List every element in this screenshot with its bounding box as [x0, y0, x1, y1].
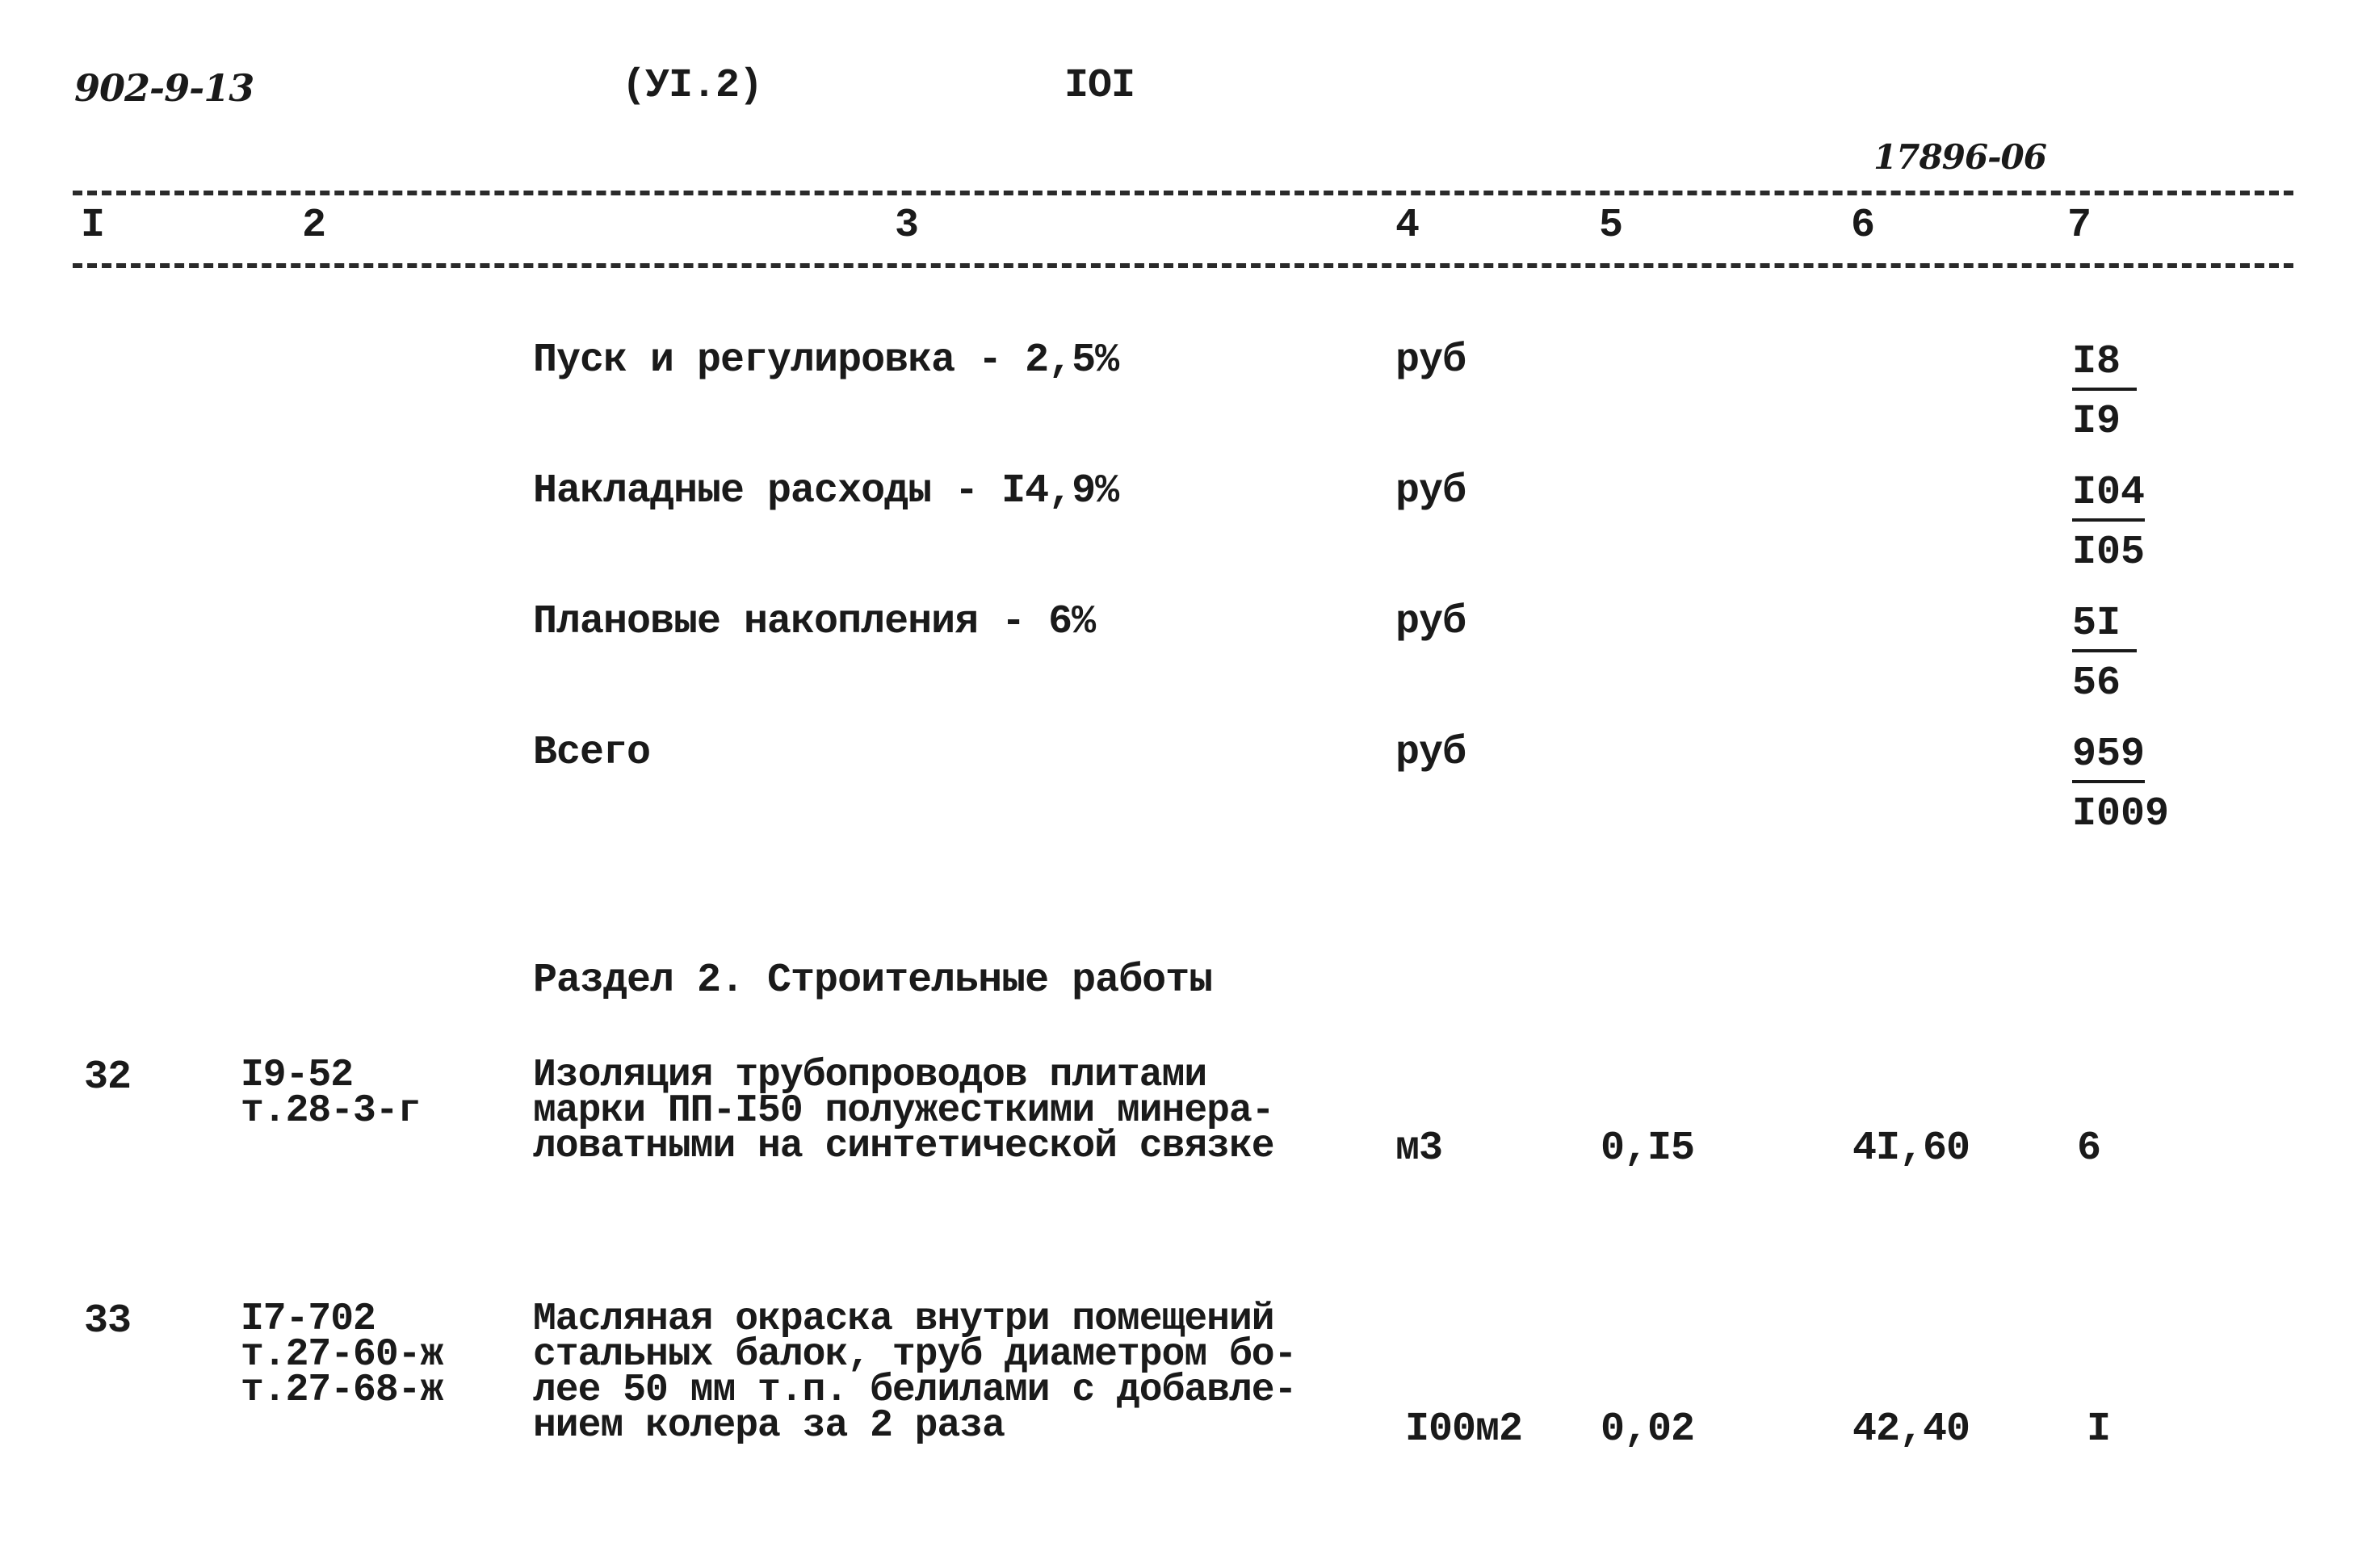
row-32-norm-line-2: т.28-3-г — [241, 1089, 421, 1133]
summary-label-planned-savings: Плановые накопления - 6% — [533, 599, 1096, 645]
section-title: Раздел 2. Строительные работы — [533, 958, 1213, 1004]
inventory-number: 17896-06 — [1873, 137, 2046, 177]
row-33-description — [533, 1298, 1297, 1448]
row-32-description-line-2: марки ПП-I50 полужесткими минера- — [533, 1089, 1274, 1133]
summary-value-planned-savings — [2072, 601, 2137, 706]
row-33-description-line-4: нием колера за 2 раза — [533, 1404, 1005, 1448]
table-header-bottom-rule — [73, 263, 2293, 268]
row-32-norm — [241, 1054, 421, 1133]
row-32-total: 6 — [2077, 1126, 2101, 1172]
row-33-description-line-1: Масляная окраска внутри помещений — [533, 1298, 1274, 1341]
row-32-description — [533, 1054, 1274, 1168]
row-32-norm-line-1: I9-52 — [241, 1054, 354, 1097]
row-33-norm — [241, 1298, 443, 1412]
summary-value-total-numerator: 959 — [2072, 735, 2145, 783]
summary-value-planned-savings-denominator: 56 — [2072, 660, 2121, 706]
row-32-price: 4I,60 — [1852, 1126, 1970, 1172]
row-33-norm-line-1: I7-702 — [241, 1298, 376, 1341]
column-header-7: 7 — [2067, 203, 2092, 249]
column-header-5: 5 — [1599, 203, 1623, 249]
row-33-price: 42,40 — [1852, 1407, 1970, 1453]
row-32-description-line-3: ловатными на синтетической связке — [533, 1125, 1274, 1168]
row-33-quantity: 0,02 — [1601, 1407, 1695, 1453]
row-33-unit: I00м2 — [1405, 1407, 1523, 1453]
summary-unit-planned-savings: руб — [1395, 599, 1466, 645]
summary-value-total-denominator: I009 — [2072, 791, 2170, 837]
summary-unit-overhead: руб — [1395, 468, 1466, 514]
table-header-top-rule — [73, 191, 2293, 195]
summary-unit-total: руб — [1395, 730, 1466, 776]
row-33-number: 33 — [84, 1298, 132, 1344]
row-33-total: I — [2087, 1407, 2111, 1453]
column-header-3: 3 — [895, 203, 919, 249]
summary-label-startup: Пуск и регулировка - 2,5% — [533, 337, 1119, 384]
summary-label-total: Всего — [533, 730, 651, 776]
page-number: IOI — [1064, 63, 1135, 109]
summary-value-startup-numerator: I8 — [2072, 342, 2137, 391]
column-header-2: 2 — [302, 203, 326, 249]
summary-value-planned-savings-numerator: 5I — [2072, 604, 2137, 652]
row-33-norm-line-2: т.27-60-ж — [241, 1333, 443, 1377]
row-32-unit: м3 — [1395, 1126, 1443, 1172]
section-number: (УI.2) — [622, 63, 763, 109]
summary-unit-startup: руб — [1395, 337, 1466, 384]
summary-value-total — [2072, 732, 2170, 837]
row-32-number: 32 — [84, 1054, 132, 1101]
summary-value-overhead-denominator: I05 — [2072, 530, 2146, 576]
column-header-4: 4 — [1395, 203, 1420, 249]
summary-value-overhead-numerator: I04 — [2072, 473, 2145, 522]
summary-value-overhead — [2072, 470, 2146, 576]
document-code: 902-9-13 — [74, 66, 254, 110]
column-header-1: I — [81, 203, 105, 249]
row-33-description-line-2: стальных балок, труб диаметром бо- — [533, 1333, 1297, 1377]
row-32-description-line-1: Изоляция трубопроводов плитами — [533, 1054, 1207, 1097]
column-header-6: 6 — [1851, 203, 1875, 249]
summary-value-startup-denominator: I9 — [2072, 399, 2121, 445]
row-32-quantity: 0,I5 — [1601, 1126, 1695, 1172]
summary-value-startup — [2072, 339, 2137, 445]
row-33-description-line-3: лее 50 мм т.п. белилами с добавле- — [533, 1369, 1297, 1412]
row-33-norm-line-3: т.27-68-ж — [241, 1369, 443, 1412]
summary-label-overhead: Накладные расходы - I4,9% — [533, 468, 1119, 514]
